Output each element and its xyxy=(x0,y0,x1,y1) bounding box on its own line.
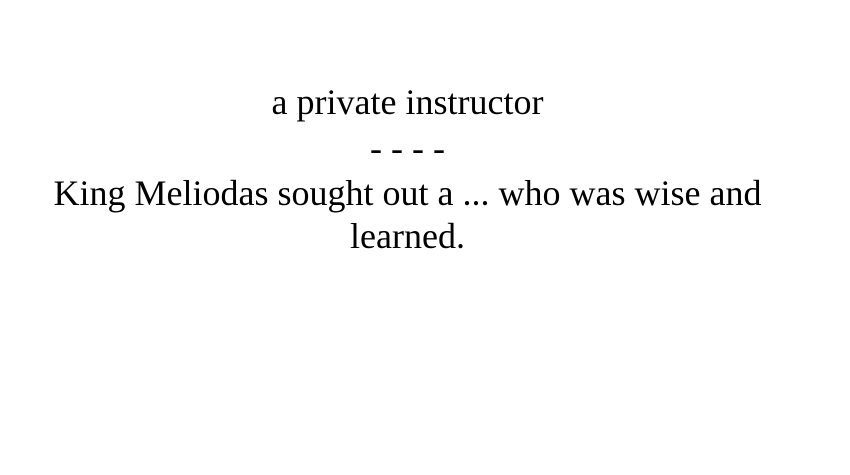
term-text: a private instructor xyxy=(271,82,544,122)
example-sentence: King Meliodas sought out a ... who was wise and learned. xyxy=(53,173,762,256)
separator: - - - - xyxy=(370,128,445,168)
